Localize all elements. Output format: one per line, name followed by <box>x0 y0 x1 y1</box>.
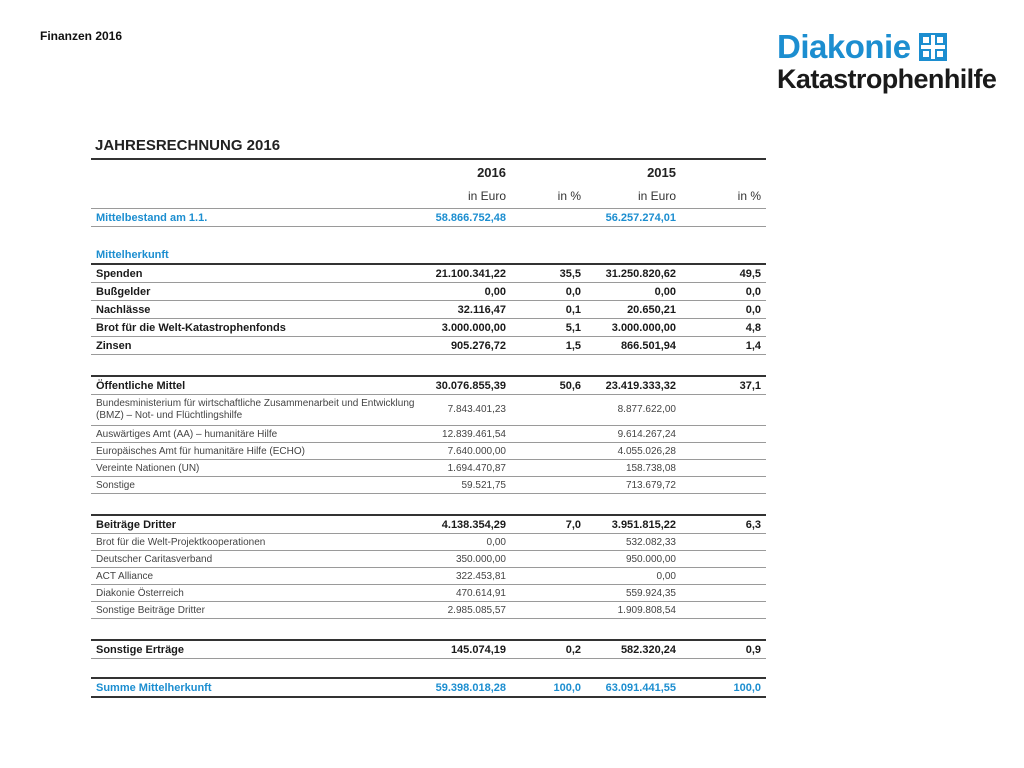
percent-2015: 37,1 <box>681 376 766 395</box>
row-label: Diakonie Österreich <box>91 585 426 602</box>
unit-percent-2016: in % <box>511 184 586 209</box>
value-2016: 59.521,75 <box>426 477 511 494</box>
value-2015: 3.951.815,22 <box>586 515 681 534</box>
value-2015: 20.650,21 <box>586 301 681 319</box>
percent-2015: 49,5 <box>681 264 766 283</box>
percent-2015: 1,4 <box>681 337 766 355</box>
table-row <box>91 515 766 534</box>
row-label: Auswärtiges Amt (AA) – humanitäre Hilfe <box>91 426 426 443</box>
value-2016: 0,00 <box>426 534 511 551</box>
value-2015: 8.877.622,00 <box>586 395 681 426</box>
value-2015: 56.257.274,01 <box>586 209 681 227</box>
row-label: Summe Mittelherkunft <box>91 678 426 697</box>
table-row <box>91 477 766 494</box>
value-2016: 7.843.401,23 <box>426 395 511 426</box>
value-2015: 63.091.441,55 <box>586 678 681 697</box>
table-row <box>91 376 766 395</box>
table-row <box>91 460 766 477</box>
row-label: Deutscher Caritasverband <box>91 551 426 568</box>
table-row <box>91 337 766 355</box>
value-2016: 30.076.855,39 <box>426 376 511 395</box>
annual-report <box>91 136 766 698</box>
value-2016: 3.000.000,00 <box>426 319 511 337</box>
row-label: Brot für die Welt-Katastrophenfonds <box>91 319 426 337</box>
row-label: Sonstige Erträge <box>91 640 426 659</box>
value-2015: 9.614.267,24 <box>586 426 681 443</box>
value-2015: 23.419.333,32 <box>586 376 681 395</box>
row-label: Brot für die Welt-Projektkooperationen <box>91 534 426 551</box>
value-2015: 0,00 <box>586 283 681 301</box>
row-label: ACT Alliance <box>91 568 426 585</box>
table-row <box>91 426 766 443</box>
value-2015: 1.909.808,54 <box>586 602 681 619</box>
row-label: Bundesministerium für wirtschaftliche Zusammenarbeit und Entwicklung (BMZ) – Not- und Flüchtlingshilfe <box>91 395 426 426</box>
total-row <box>91 678 766 697</box>
table-row <box>91 443 766 460</box>
percent-2016: 0,2 <box>511 640 586 659</box>
value-2016: 470.614,91 <box>426 585 511 602</box>
page-label: Finanzen 2016 <box>40 29 123 43</box>
section-heading-row <box>91 247 766 264</box>
row-label: Zinsen <box>91 337 426 355</box>
diakonie-cross-icon <box>919 33 947 61</box>
section-heading: Mittelherkunft <box>91 247 426 264</box>
value-2016: 0,00 <box>426 283 511 301</box>
diakonie-logo <box>777 28 997 96</box>
value-2015: 582.320,24 <box>586 640 681 659</box>
table-row <box>91 264 766 283</box>
table-row <box>91 209 766 227</box>
table-row <box>91 640 766 659</box>
value-2016: 32.116,47 <box>426 301 511 319</box>
value-2016: 145.074,19 <box>426 640 511 659</box>
table-row <box>91 585 766 602</box>
percent-2015: 0,0 <box>681 301 766 319</box>
row-label: Nachlässe <box>91 301 426 319</box>
value-2015: 950.000,00 <box>586 551 681 568</box>
spacer-row <box>91 619 766 641</box>
percent-2016: 0,0 <box>511 283 586 301</box>
value-2015: 3.000.000,00 <box>586 319 681 337</box>
unit-euro-2016: in Euro <box>426 184 511 209</box>
row-label: Öffentliche Mittel <box>91 376 426 395</box>
value-2015: 0,00 <box>586 568 681 585</box>
row-label: Vereinte Nationen (UN) <box>91 460 426 477</box>
report-title: JAHRESRECHNUNG 2016 <box>95 137 281 154</box>
percent-2015: 0,9 <box>681 640 766 659</box>
value-2016: 12.839.461,54 <box>426 426 511 443</box>
percent-2016: 5,1 <box>511 319 586 337</box>
table-row <box>91 283 766 301</box>
percent-2016: 35,5 <box>511 264 586 283</box>
value-2016: 58.866.752,48 <box>426 209 511 227</box>
row-label: Bußgelder <box>91 283 426 301</box>
year-header-row <box>91 159 766 184</box>
value-2015: 4.055.026,28 <box>586 443 681 460</box>
table-row <box>91 551 766 568</box>
spacer-row <box>91 227 766 248</box>
row-label: Spenden <box>91 264 426 283</box>
table-row <box>91 568 766 585</box>
percent-2015: 6,3 <box>681 515 766 534</box>
value-2016: 4.138.354,29 <box>426 515 511 534</box>
value-2016: 21.100.341,22 <box>426 264 511 283</box>
logo-word-katastrophenhilfe: Katastrophenhilfe <box>777 64 997 94</box>
row-label: Beiträge Dritter <box>91 515 426 534</box>
value-2016: 322.453,81 <box>426 568 511 585</box>
value-2016: 1.694.470,87 <box>426 460 511 477</box>
percent-2016: 1,5 <box>511 337 586 355</box>
table-row <box>91 319 766 337</box>
row-label: Sonstige <box>91 477 426 494</box>
unit-euro-2015: in Euro <box>586 184 681 209</box>
value-2016: 905.276,72 <box>426 337 511 355</box>
value-2015: 866.501,94 <box>586 337 681 355</box>
unit-percent-2015: in % <box>681 184 766 209</box>
year-previous: 2015 <box>586 159 681 184</box>
table-row <box>91 395 766 426</box>
table-row <box>91 301 766 319</box>
spacer-row <box>91 355 766 377</box>
percent-2015: 100,0 <box>681 678 766 697</box>
value-2015: 158.738,08 <box>586 460 681 477</box>
percent-2015: 0,0 <box>681 283 766 301</box>
spacer-row <box>91 659 766 679</box>
percent-2016: 100,0 <box>511 678 586 697</box>
percent-2015: 4,8 <box>681 319 766 337</box>
unit-header-row <box>91 184 766 209</box>
row-label: Mittelbestand am 1.1. <box>91 209 426 227</box>
row-label: Sonstige Beiträge Dritter <box>91 602 426 619</box>
value-2016: 2.985.085,57 <box>426 602 511 619</box>
value-2015: 31.250.820,62 <box>586 264 681 283</box>
value-2016: 350.000,00 <box>426 551 511 568</box>
value-2016: 7.640.000,00 <box>426 443 511 460</box>
percent-2016: 0,1 <box>511 301 586 319</box>
table-row <box>91 534 766 551</box>
percent-2016: 7,0 <box>511 515 586 534</box>
logo-word-diakonie: Diakonie <box>777 28 911 65</box>
spacer-row <box>91 494 766 516</box>
value-2016: 59.398.018,28 <box>426 678 511 697</box>
value-2015: 532.082,33 <box>586 534 681 551</box>
row-label: Europäisches Amt für humanitäre Hilfe (ECHO) <box>91 443 426 460</box>
table-row <box>91 602 766 619</box>
percent-2016: 50,6 <box>511 376 586 395</box>
value-2015: 713.679,72 <box>586 477 681 494</box>
year-current: 2016 <box>426 159 511 184</box>
value-2015: 559.924,35 <box>586 585 681 602</box>
report-table <box>91 158 766 698</box>
